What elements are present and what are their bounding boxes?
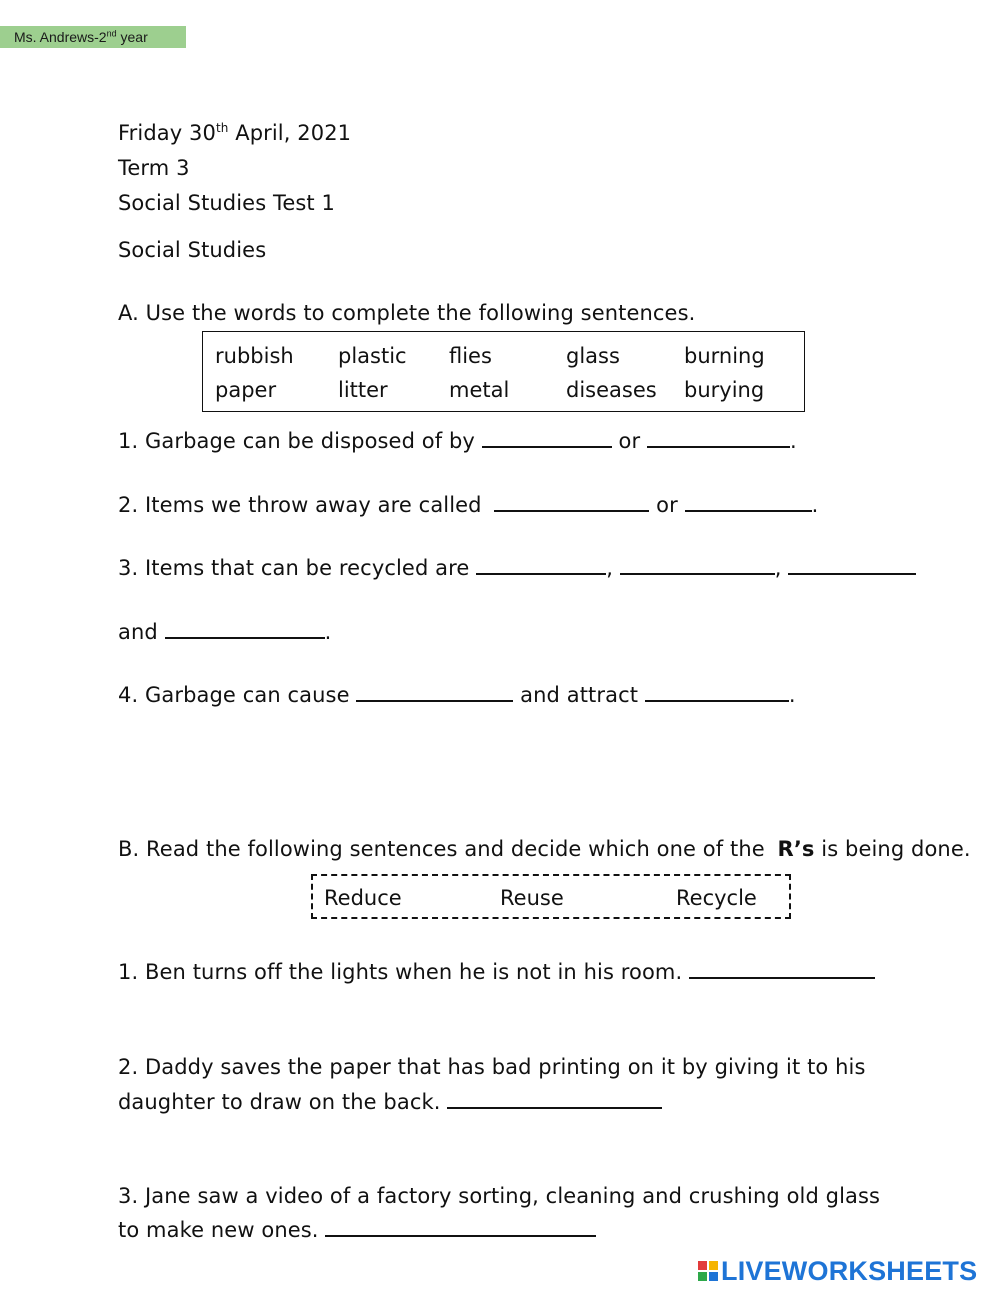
question-a2: 2. Items we throw away are called or . [118,493,819,517]
question-b3-line2: to make new ones. [118,1217,596,1243]
question-a1: 1. Garbage can be disposed of by or . [118,429,797,453]
question-a3-cont: and . [118,620,332,644]
question-b2-line2: daughter to draw on the back. [118,1089,662,1115]
word-bank-item: litter [338,378,388,402]
answer-blank[interactable] [447,1089,662,1109]
answer-blank[interactable] [494,492,649,512]
word-bank [202,331,805,412]
word-bank-item: diseases [566,378,657,402]
word-bank-item: burying [684,378,765,402]
answer-blank[interactable] [356,682,513,702]
subject-title: Social Studies [118,238,267,262]
date-line: Friday 30th April, 2021 [118,121,352,145]
liveworksheets-logo[interactable] [698,1256,977,1286]
answer-blank[interactable] [645,682,789,702]
question-a4: 4. Garbage can cause and attract . [118,683,796,707]
question-a3: 3. Items that can be recycled are , , [118,555,916,581]
word-bank-item: paper [215,378,277,402]
answer-blank[interactable] [165,619,325,639]
word-bank-item: metal [449,378,510,402]
answer-blank[interactable] [476,555,606,575]
answer-blank[interactable] [620,555,775,575]
word-bank-item: rubbish [215,344,294,368]
question-b2-line1: 2. Daddy saves the paper that has bad printing on it by giving it to his [118,1055,866,1079]
answer-blank[interactable] [689,959,875,979]
question-b1: 1. Ben turns off the lights when he is not in his room. [118,959,875,985]
question-b3-line1: 3. Jane saw a video of a factory sorting, cleaning and crushing old glass [118,1184,881,1208]
logo-blocks-icon [698,1261,718,1281]
section-b-instruction: B. Read the following sentences and decide which one of the R’s is being done. [118,837,971,861]
word-bank-item: flies [449,344,492,368]
option-reduce: Reduce [324,886,402,910]
term-line: Term 3 [118,156,190,180]
teacher-tag: Ms. Andrews-2nd year [0,26,186,48]
option-recycle: Recycle [676,886,757,910]
word-bank-item: glass [566,344,620,368]
answer-blank[interactable] [647,428,790,448]
logo-text: LIVEWORKSHEETS [721,1256,978,1286]
answer-blank[interactable] [685,492,812,512]
test-title: Social Studies Test 1 [118,191,336,215]
answer-blank[interactable] [482,428,612,448]
answer-blank[interactable] [788,555,916,575]
answer-blank[interactable] [325,1217,596,1237]
option-reuse: Reuse [500,886,564,910]
section-a-instruction: A. Use the words to complete the following sentences. [118,301,696,325]
word-bank-item: burning [684,344,765,368]
r-options-box [311,874,791,919]
word-bank-item: plastic [338,344,407,368]
